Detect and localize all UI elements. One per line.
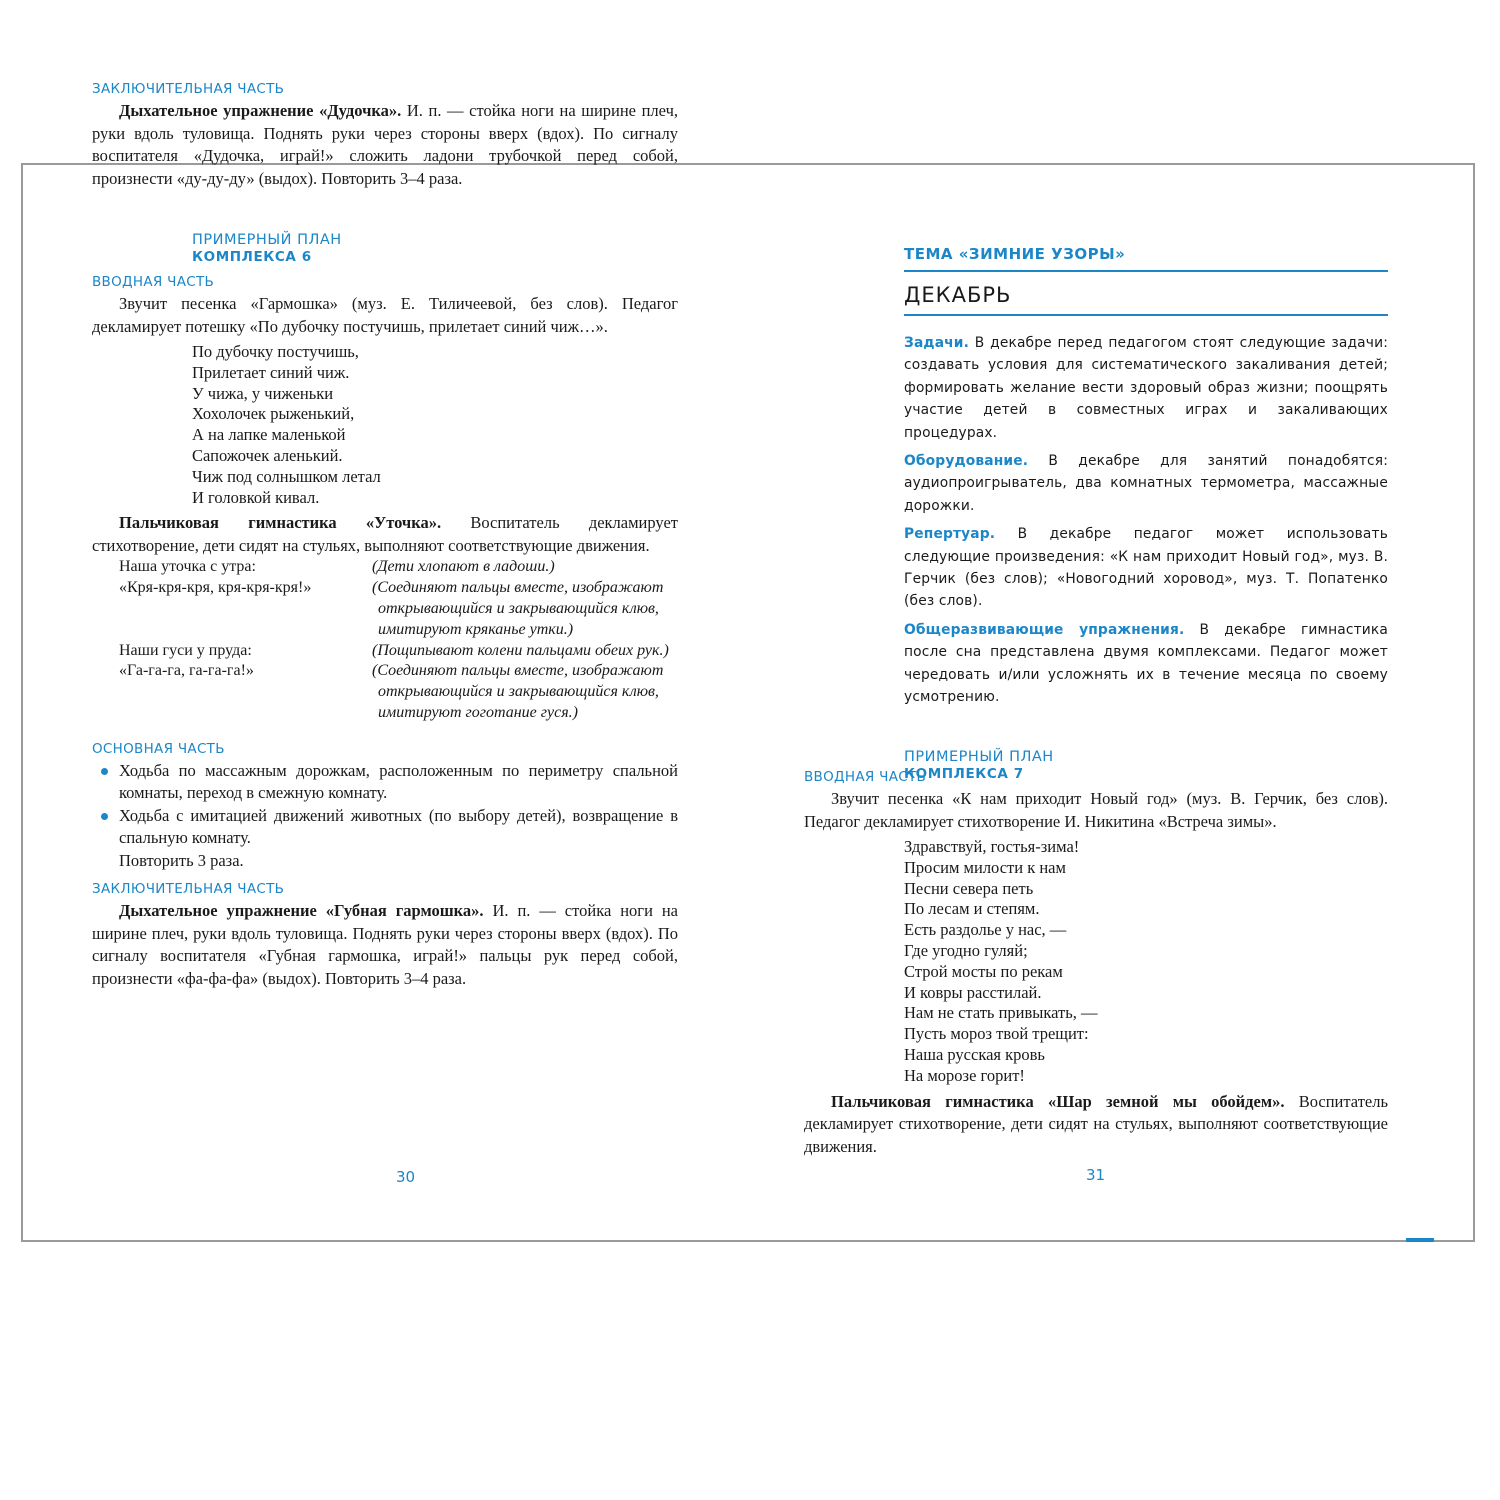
verse-cell: Наши гуси у пруда: [119,641,252,659]
section-heading-intro: ВВОДНАЯ ЧАСТЬ [804,769,927,785]
poem-line: А на лапке маленькой [192,425,346,445]
divider [904,314,1388,316]
plan-heading-6 [192,232,678,265]
theme-title: ТЕМА «ЗИМНИЕ УЗОРЫ» [904,245,1126,263]
action-line: имитируют гоготание гуся.) [378,703,578,721]
finger-text: Воспитатель декламирует стихотворение, дети сидят на стульях, выполняют соответствующие движения. [804,1091,1388,1156]
exercise-text: И. п. — стойка ноги на ширине плеч, руки вдоль туловища. Поднять руки через стороны вверх (вдох). По сигналу воспитателя «Дудочка, играй!» сложить ладони трубочкой перед собой, произнести «ду-ду-ду» (выдох). Повторить 3–4 раза. [92,101,678,188]
tasks-paragraph [904,332,1388,444]
tasks-label: Задачи. [904,335,969,351]
poem-line: На морозе горит! [904,1065,1025,1085]
equipment-label: Оборудование. [904,453,1029,470]
plan-heading-line1: ПРИМЕРНЫЙ ПЛАН [904,748,1054,765]
repertoire-text: В декабре педагог может использовать следующие произведения: «К нам приходит Новый год», муз. В. Герчик (без слов); «Новогодний хоровод», муз. Т. Попатенко (без слов). [904,526,1388,610]
accent-tab [1406,1238,1434,1242]
plan-heading-line1: ПРИМЕРНЫЙ ПЛАН [192,232,342,248]
poem-line: Чиж под солнышком летал [192,466,381,486]
table-row [119,578,678,640]
exercises-text: В декабре гимнастика после сна представлена двумя комплексами. Педагог может чередовать и/или усложнять их в течение месяца по своему усмотрению. [904,621,1388,706]
action-line: (Пощипывают колени пальцами обеих рук.) [372,641,669,659]
list-item-text: Ходьба по массажным дорожкам, расположенным по периметру спальной комнаты, переход в смежную комнату. [119,760,678,803]
poem-line: По дубочку постучишь, [192,342,359,361]
bullet-icon [101,813,108,820]
verse-cell: Наша уточка с утра: [119,558,256,576]
section-heading-final: ЗАКЛЮЧИТЕЛЬНАЯ ЧАСТЬ [92,81,285,97]
exercise-title: Дыхательное упражнение «Дудочка». [119,101,402,120]
list-item [92,805,678,850]
action-line: открывающийся и закрывающийся клюв, [378,599,659,617]
verse-action-table [119,557,678,723]
table-row [119,641,678,662]
equipment-text: В декабре для занятий понадобятся: аудиопроигрыватель, два комнатных термометра, массажные дорожки. [904,453,1388,514]
action-cell [372,557,678,578]
action-cell [372,641,678,662]
finger-gymnastics-shar [804,1091,1388,1159]
poem-line: И головкой кивал. [192,487,320,507]
list-item-text: Ходьба с имитацией движений животных (по выбору детей), возвращение в спальную комнату. [119,805,678,848]
poem-line: Где угодно гуляй; [904,940,1028,960]
finger-text: Воспитатель декламирует стихотворение, дети сидят на стульях, выполняют соответствующие движения. [92,513,678,555]
bullet-icon [101,768,108,775]
exercises-label: Общеразвивающие упражнения. [904,621,1185,638]
right-page [904,244,1388,790]
section-heading-intro: ВВОДНАЯ ЧАСТЬ [92,274,215,290]
poem-line: Пусть мороз твой трещит: [904,1024,1089,1044]
poem-line: Строй мосты по рекам [904,961,1063,981]
table-row [119,661,678,723]
poem-line: Прилетает синий чиж. [192,362,350,382]
poem-line: Сапожочек аленький. [192,445,343,465]
poem-line: Просим милости к нам [904,857,1066,877]
poem-line: Наша русская кровь [904,1044,1045,1064]
equipment-paragraph [904,450,1388,517]
plan-heading-line2: КОМПЛЕКСА 7 [904,765,1024,782]
exercises-paragraph [904,619,1388,709]
poem-line: Хохолочек рыженький, [192,404,355,424]
action-line: (Дети хлопают в ладоши.) [372,558,555,576]
repertoire-paragraph [904,523,1388,613]
poem-line: У чижа, у чиженьки [192,383,334,403]
poem-line: И ковры расстилай. [904,982,1042,1002]
finger-title: Пальчиковая гимнастика «Шар земной мы обойдем». [831,1091,1285,1111]
exercise-text: И. п. — стойка ноги на ширине плеч, руки вдоль туловища. Поднять руки через стороны вверх (вдох). По сигналу воспитателя «Губная гармошка, играй!» пальцы рук перед собой, произнести «фа-фа-фа» (выдох). Повторить 3–4 раза. [92,901,678,988]
main-part-list [92,760,678,850]
action-cell [372,578,678,640]
month-title: ДЕКАБРЬ [904,283,1012,307]
poem-line: Песни севера петь [904,878,1034,898]
action-line: (Соединяют пальцы вместе, изображают [372,662,664,680]
table-row [119,557,678,578]
breathing-exercise-harmonica [92,900,678,990]
action-line: имитируют кряканье утки.) [378,620,574,638]
finger-gymnastics-utochka [92,512,678,557]
verse-cell: «Га-га-га, га-га-га!» [119,662,254,680]
plan-heading-line2: КОМПЛЕКСА 6 [192,249,312,265]
page-number-left: 30 [396,1168,416,1186]
section-heading-main: ОСНОВНАЯ ЧАСТЬ [92,740,225,757]
finger-title: Пальчиковая гимнастика «Уточка». [119,513,442,533]
repertoire-label: Репертуар. [904,526,996,543]
action-line: (Соединяют пальцы вместе, изображают [372,579,664,597]
action-cell [372,661,678,723]
breathing-exercise-dudochka [92,100,678,190]
left-page [92,80,678,990]
repeat-note: Повторить 3 раза. [119,850,244,870]
exercise-title: Дыхательное упражнение «Губная гармошка». [119,901,484,921]
poem-vstrecha-zimy [904,837,1388,1087]
section-heading-final-2: ЗАКЛЮЧИТЕЛЬНАЯ ЧАСТЬ [92,881,285,898]
intro-text: Звучит песенка «К нам приходит Новый год» (муз. В. Герчик, без слов). Педагог декламирует стихотворение И. Никитина «Встреча зимы». [804,789,1388,831]
page-number-right: 31 [1086,1166,1106,1184]
poem-line: Есть раздолье у нас, — [904,920,1067,940]
intro-text: Звучит песенка «Гармошка» (муз. Е. Тиличеевой, без слов). Педагог декламирует потешку «По дубочку постучишь, прилетает синий чиж…». [92,294,678,336]
tasks-text: В декабре перед педагогом стоят следующие задачи: создавать условия для систематического закаливания детей; формировать желание вести здоровый образ жизни; поощрять участие детей в совместных играх и закаливающих процедурах. [904,335,1388,441]
list-item [92,760,678,805]
verse-cell: «Кря-кря-кря, кря-кря-кря!» [119,579,312,597]
action-line: открывающийся и закрывающийся клюв, [378,683,659,701]
poem-line: По лесам и степям. [904,899,1040,919]
poem-line: Нам не стать привыкать, — [904,1003,1098,1023]
poem-dubochek [192,342,678,508]
poem-line: Здравствуй, гостья-зима! [904,837,1080,856]
right-page-lower [804,765,1388,1158]
